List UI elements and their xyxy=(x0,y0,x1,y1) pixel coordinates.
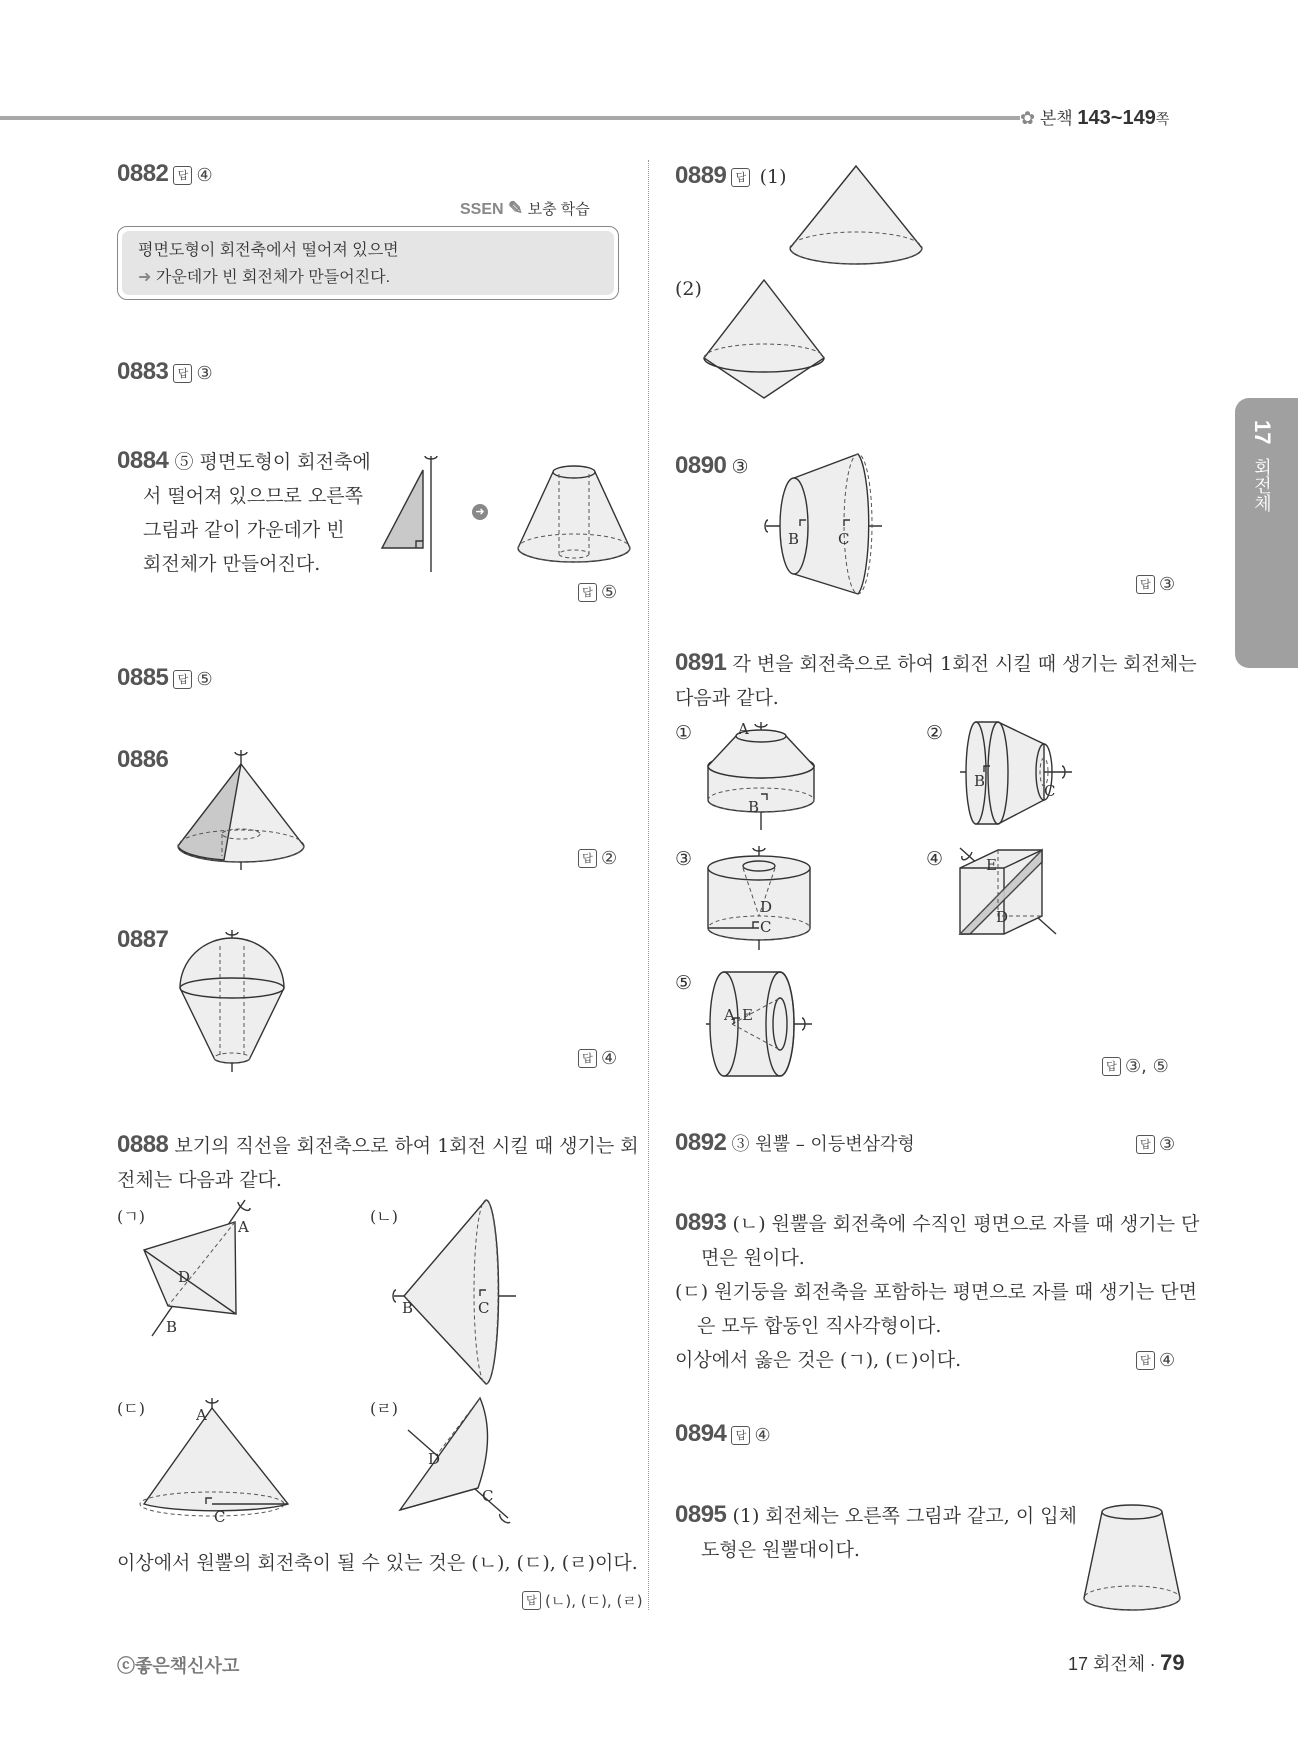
choice-0891-2: ② xyxy=(926,722,944,744)
svg-text:A: A xyxy=(738,720,749,738)
answer-badge-icon: 답 xyxy=(173,670,192,689)
figure-0891-2 xyxy=(958,720,1078,830)
figure-0888-c xyxy=(140,1392,310,1526)
answer-badge-icon: 답 xyxy=(1136,575,1155,594)
svg-text:A: A xyxy=(196,1406,207,1424)
figure-0891-4 xyxy=(956,848,1066,938)
svg-text:D: D xyxy=(178,1268,191,1286)
flower-icon: ✿ xyxy=(1020,108,1036,128)
label-0888-c: (ㄷ) xyxy=(117,1399,145,1418)
label-0888-d: (ㄹ) xyxy=(370,1399,398,1418)
answer-badge-icon: 답 xyxy=(1136,1135,1155,1154)
label-0888-a: (ㄱ) xyxy=(117,1207,145,1226)
svg-text:C: C xyxy=(838,530,850,548)
svg-text:D: D xyxy=(428,1450,441,1468)
svg-text:E: E xyxy=(742,1006,753,1024)
figure-0891-5 xyxy=(704,970,814,1080)
answer-badge-icon: 답 xyxy=(1102,1057,1121,1076)
svg-text:B: B xyxy=(402,1299,414,1317)
svg-text:B: B xyxy=(788,530,800,548)
answer-0893: 답 ④ xyxy=(1136,1350,1175,1371)
header-rule xyxy=(0,116,1020,120)
note-icon: ✎ xyxy=(508,198,524,218)
problem-0889: 0889 답 (1) xyxy=(675,162,787,189)
problem-0883: 0883 답 ③ xyxy=(117,358,213,385)
footer-publisher: ⓒ좋은책신사고 xyxy=(117,1656,240,1676)
figure-0889-double-cone xyxy=(700,278,830,402)
choice-0891-3: ③ xyxy=(675,848,693,870)
answer-badge-icon: 답 xyxy=(731,168,750,187)
svg-text:A: A xyxy=(724,1006,735,1024)
figure-0890-frustum xyxy=(764,452,884,594)
svg-text:C: C xyxy=(1044,782,1056,800)
svg-text:C: C xyxy=(214,1508,226,1526)
tip-line-2: ➜ 가운데가 빈 회전체가 만들어진다. xyxy=(138,269,391,286)
problem-0893: 0893 (ㄴ) 원뿔을 회전축에 수직인 평면으로 자를 때 생기는 단 면은 원이다. (ㄷ) 원기둥을 회전축을 포함하는 평면으로 자를 때 생기는 단면 은 모두 합동인 직사각형이다. 이상에서 옳은 것은 (ㄱ), (ㄷ)이다. xyxy=(675,1209,1200,1371)
arrow-right-icon: ➜ xyxy=(138,269,152,286)
answer-badge-icon: 답 xyxy=(522,1591,541,1610)
answer-0887: 답 ④ xyxy=(578,1048,617,1069)
svg-text:E: E xyxy=(986,856,997,874)
answer-badge-icon: 답 xyxy=(578,849,597,868)
answer-badge-icon: 답 xyxy=(731,1426,750,1445)
answer-0884: 답 ⑤ xyxy=(578,582,617,603)
problem-0882: 0882 답 ④ xyxy=(117,160,213,187)
conclusion-0888: 이상에서 원뿔의 회전축이 될 수 있는 것은 (ㄴ), (ㄷ), (ㄹ)이다. xyxy=(117,1552,638,1574)
figure-0895-frustum xyxy=(1082,1504,1182,1614)
problem-0887: 0887 xyxy=(117,926,169,953)
figure-0887-hemisphere-cone xyxy=(178,926,302,1072)
figure-0888-a xyxy=(140,1198,260,1340)
choice-0891-5: ⑤ xyxy=(675,972,693,994)
tip-line-1: 평면도형이 회전축에서 떨어져 있으면 xyxy=(138,242,399,259)
chapter-side-tab[interactable] xyxy=(1235,398,1298,668)
chapter-number: 17 xyxy=(1250,420,1275,445)
answer-0892: 답 ③ xyxy=(1136,1134,1175,1155)
svg-text:C: C xyxy=(760,918,772,936)
figure-0886-cone xyxy=(174,746,310,870)
answer-badge-icon: 답 xyxy=(173,364,192,383)
answer-0888: 답 (ㄴ), (ㄷ), (ㄹ) xyxy=(522,1590,643,1611)
problem-0886: 0886 xyxy=(117,746,169,773)
answer-0886: 답 ② xyxy=(578,848,617,869)
problem-0895: 0895 (1) 회전체는 오른쪽 그림과 같고, 이 입체 도형은 원뿔대이다. xyxy=(675,1501,1077,1561)
figure-0884-triangle xyxy=(370,448,450,572)
answer-badge-icon: 답 xyxy=(578,1049,597,1068)
figure-0884-frustum-hollow xyxy=(515,462,635,562)
figure-0888-d xyxy=(392,1396,522,1526)
svg-text:B: B xyxy=(166,1318,178,1336)
chapter-title: 회전체 xyxy=(1252,457,1272,512)
column-divider xyxy=(648,160,649,1610)
choice-0891-4: ④ xyxy=(926,848,944,870)
problem-0894: 0894 답 ④ xyxy=(675,1420,771,1447)
problem-0890: 0890 ③ xyxy=(675,452,749,479)
problem-0884: 0884 ⑤ 평면도형이 회전축에 서 떨어져 있으므로 오른쪽 그림과 같이 가운데가 빈 회전체가 만들어진다. xyxy=(117,447,371,575)
svg-text:B: B xyxy=(748,798,760,816)
answer-badge-icon: 답 xyxy=(578,583,597,602)
figure-0891-3 xyxy=(706,846,816,950)
part-0889-2: (2) xyxy=(675,278,702,300)
answer-0891: 답 ③, ⑤ xyxy=(1102,1056,1169,1077)
answer-0890: 답 ③ xyxy=(1136,574,1175,595)
svg-text:B: B xyxy=(974,772,986,790)
figure-0891-1 xyxy=(706,722,816,830)
svg-text:D: D xyxy=(996,908,1009,926)
svg-text:C: C xyxy=(482,1487,494,1505)
problem-0885: 0885 답 ⑤ xyxy=(117,664,213,691)
figure-0889-cone xyxy=(786,162,926,266)
answer-badge-icon: 답 xyxy=(1136,1351,1155,1370)
problem-0891: 0891 각 변을 회전축으로 하여 1회전 시킬 때 생기는 회전체는 다음과 같다. xyxy=(675,649,1197,709)
footer-page-info: 17 회전체 · 79 xyxy=(1068,1650,1185,1675)
problem-0892: 0892 ③ 원뿔 – 이등변삼각형 xyxy=(675,1129,915,1156)
svg-text:C: C xyxy=(478,1299,490,1317)
problem-0888: 0888 보기의 직선을 회전축으로 하여 1회전 시킬 때 생기는 회 전체는 다음과 같다. xyxy=(117,1131,639,1191)
tip-brand: SSEN ✎ 보충 학습 xyxy=(460,198,590,218)
label-0888-b: (ㄴ) xyxy=(370,1207,398,1226)
tip-box xyxy=(117,226,619,300)
page-number: 79 xyxy=(1160,1650,1185,1675)
arrow-right-icon: ➜ xyxy=(472,504,488,520)
svg-text:A: A xyxy=(238,1218,249,1236)
svg-text:D: D xyxy=(760,898,773,916)
answer-badge-icon: 답 xyxy=(173,166,192,185)
figure-0888-b xyxy=(392,1196,516,1386)
header-page-ref: ✿ 본책 143~149쪽 xyxy=(1020,107,1170,129)
choice-0891-1: ① xyxy=(675,722,693,744)
